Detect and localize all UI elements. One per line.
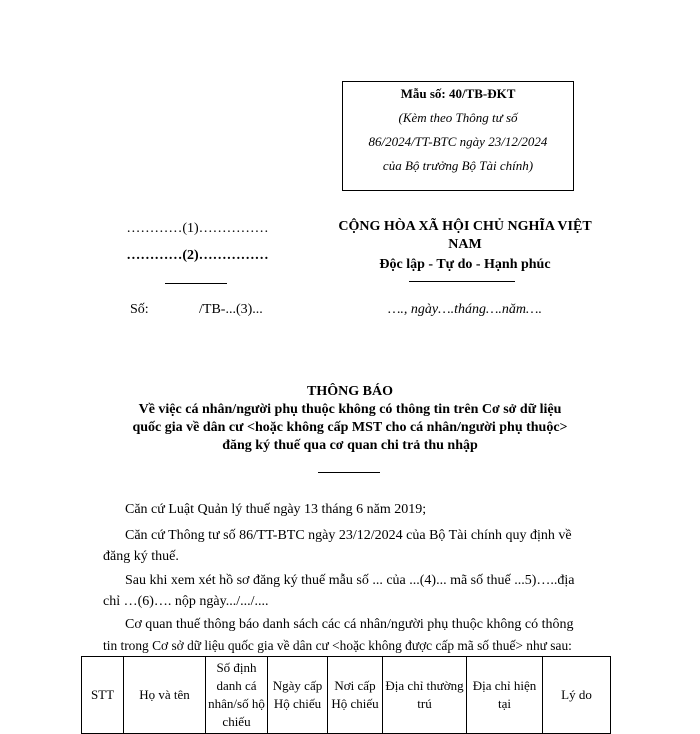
agency-line2: …………(2)…………… <box>126 248 269 263</box>
notice-subject-line1: Về việc cá nhân/người phụ thuộc không có thông tin trên Cơ sở dữ liệu <box>138 402 562 417</box>
header-passport-place: Nơi cấp Hộ chiếu <box>328 657 383 734</box>
header-id-number: Số định danh cá nhân/số hộ chiếu <box>206 657 268 734</box>
table-header-row <box>82 657 611 734</box>
left-divider <box>165 283 227 284</box>
header-current-address: Địa chỉ hiện tại <box>467 657 543 734</box>
header-full-name: Họ và tên <box>124 657 206 734</box>
paragraph-circular-basis-line1: Căn cứ Thông tư số 86/TT-BTC ngày 23/12/2024 của Bộ Tài chính quy định về <box>125 528 572 543</box>
form-code: Mẫu số: 40/TB-ĐKT <box>400 86 516 101</box>
paragraph-circular-basis <box>103 525 618 567</box>
form-reference-line1: (Kèm theo Thông tư số <box>398 110 518 125</box>
national-motto: Độc lập - Tự do - Hạnh phúc <box>379 257 551 272</box>
header-stt: STT <box>82 657 124 734</box>
paragraph-announcement-line2: tin trong Cơ sở dữ liệu quốc gia về dân cư <hoặc không được cấp mã số thuế> như sau: <box>103 638 572 653</box>
header-passport-date: Ngày cấp Hộ chiếu <box>268 657 328 734</box>
national-title-line1: CỘNG HÒA XÃ HỘI CHỦ NGHĨA VIỆT <box>338 219 592 234</box>
form-code-box <box>342 81 574 191</box>
document-number-label: Số: <box>130 302 149 317</box>
notice-subject-line2: quốc gia về dân cư <hoặc không cấp MST cho cá nhân/người phụ thuộc> <box>132 420 568 435</box>
paragraph-announcement-line1: Cơ quan thuế thông báo danh sách các cá nhân/người phụ thuộc không có thông <box>125 617 574 632</box>
paragraph-law-basis-text: Căn cứ Luật Quản lý thuế ngày 13 tháng 6 năm 2019; <box>125 502 427 517</box>
notice-title: THÔNG BÁO <box>307 384 393 399</box>
form-reference-line2: 86/2024/TT-BTC ngày 23/12/2024 <box>368 134 548 149</box>
paragraph-review-line1: Sau khi xem xét hồ sơ đăng ký thuế mẫu số ... của ...(4)... mã số thuế ...5)…..địa <box>125 573 575 588</box>
right-divider <box>409 281 515 282</box>
paragraph-review <box>103 570 618 612</box>
taxpayer-table-wrapper <box>81 656 621 729</box>
paragraph-circular-basis-line2: đăng ký thuế. <box>103 549 179 564</box>
national-title-line2: NAM <box>448 237 482 252</box>
form-reference-line3: của Bộ trưởng Bộ Tài chính) <box>382 158 534 173</box>
header-reason: Lý do <box>543 657 611 734</box>
notice-subject-line3: đăng ký thuế qua cơ quan chi trả thu nhập <box>222 438 478 453</box>
paragraph-announcement <box>103 614 618 656</box>
paragraph-review-line2: chỉ …(6)…. nộp ngày.../.../.... <box>103 594 269 609</box>
header-permanent-address: Địa chỉ thường trú <box>383 657 467 734</box>
document-number-value: /TB-...(3)... <box>199 302 263 317</box>
agency-line1: …………(1)…………… <box>126 221 269 236</box>
taxpayer-table <box>81 656 611 734</box>
paragraph-law-basis <box>103 499 618 520</box>
date-line: …., ngày….tháng….năm…. <box>387 302 542 317</box>
title-divider <box>318 472 380 473</box>
